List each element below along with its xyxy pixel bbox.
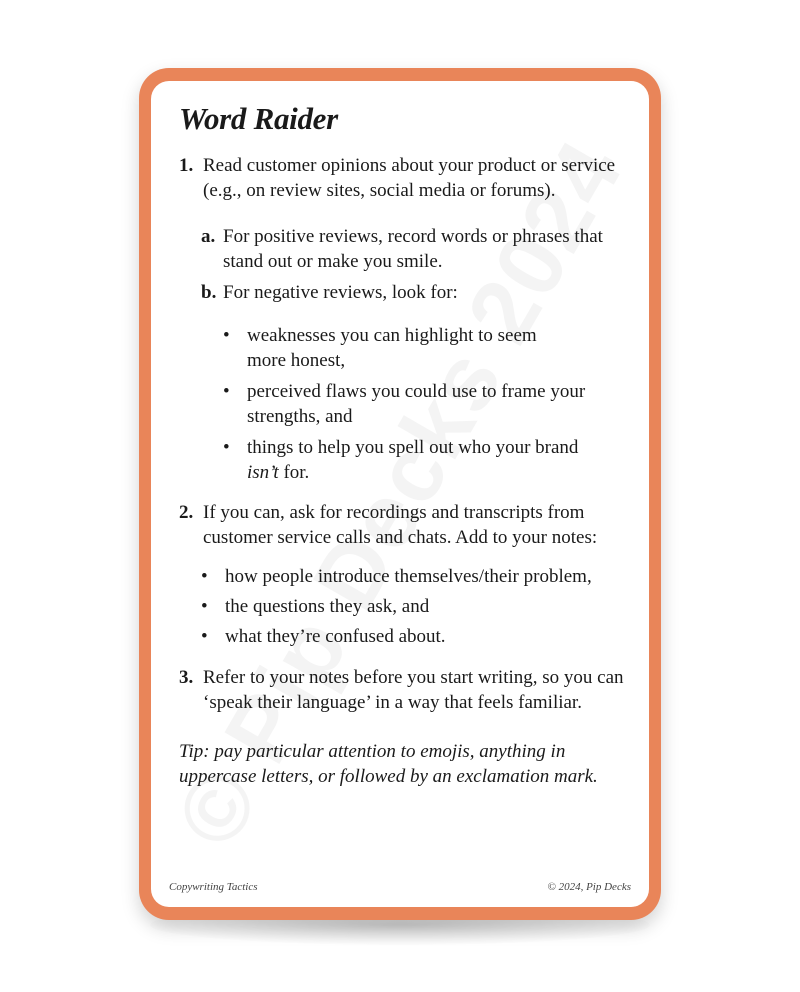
list-item — [223, 435, 633, 485]
step-number: 2. — [179, 502, 194, 523]
bullet-glyph: • — [223, 325, 230, 346]
step-text: If you can, ask for recordings and transcripts from customer service calls and chats. Add to your notes: — [203, 502, 598, 548]
bullet-glyph: • — [201, 596, 208, 617]
negative-review-list — [223, 323, 633, 485]
bullet-glyph: • — [223, 437, 230, 458]
list-item — [223, 323, 633, 373]
card-content — [179, 101, 633, 789]
bullet-emphasis: isn’t — [247, 462, 279, 483]
bullet-glyph: • — [223, 381, 230, 402]
substep-text: For positive reviews, record words or phrases that stand out or make you smile. — [223, 226, 603, 272]
tactic-card — [139, 68, 661, 920]
step-number: 1. — [179, 155, 194, 176]
bullet-text: the questions they ask, and — [225, 596, 430, 617]
card-footer — [169, 881, 631, 893]
list-item — [201, 564, 633, 589]
step-text: Read customer opinions about your product or service (e.g., on review sites, social media or forums). — [203, 155, 616, 201]
step-2 — [179, 500, 633, 550]
list-item — [201, 624, 633, 649]
bullet-text: how people introduce themselves/their problem, — [225, 566, 592, 587]
list-item — [201, 594, 633, 619]
card-face — [151, 81, 649, 907]
notes-list — [201, 564, 633, 649]
substep-b — [201, 280, 633, 305]
step-text: Refer to your notes before you start writing, so you can ‘speak their language’ in a way that feels familiar. — [203, 667, 624, 713]
step-3 — [179, 665, 633, 715]
bullet-text-wrapper — [247, 435, 578, 485]
card-title: Word Raider — [179, 101, 338, 136]
bullet-glyph: • — [201, 626, 208, 647]
bullet-tail: for. — [278, 462, 310, 483]
step-1 — [179, 153, 633, 203]
bullet-text: what they’re confused about. — [225, 626, 446, 647]
footer-deck-name: Copywriting Tactics — [169, 881, 258, 893]
bullet-text: things to help you spell out who your brand — [247, 437, 579, 458]
bullet-text: perceived flaws you could use to frame your strengths, and — [247, 381, 586, 427]
substep-a — [201, 224, 633, 274]
tip-text: Tip: pay particular attention to emojis, anything in uppercase letters, or followed by an exclamation mark. — [179, 741, 598, 787]
bullet-glyph: • — [201, 566, 208, 587]
list-item — [223, 379, 633, 429]
substep-letter: a. — [201, 226, 216, 247]
step-number: 3. — [179, 667, 194, 688]
substep-text: For negative reviews, look for: — [223, 282, 458, 303]
footer-copyright: © 2024, Pip Decks — [547, 881, 631, 893]
bullet-text: weaknesses you can highlight to seem more honest, — [247, 325, 537, 371]
substep-letter: b. — [201, 282, 217, 303]
